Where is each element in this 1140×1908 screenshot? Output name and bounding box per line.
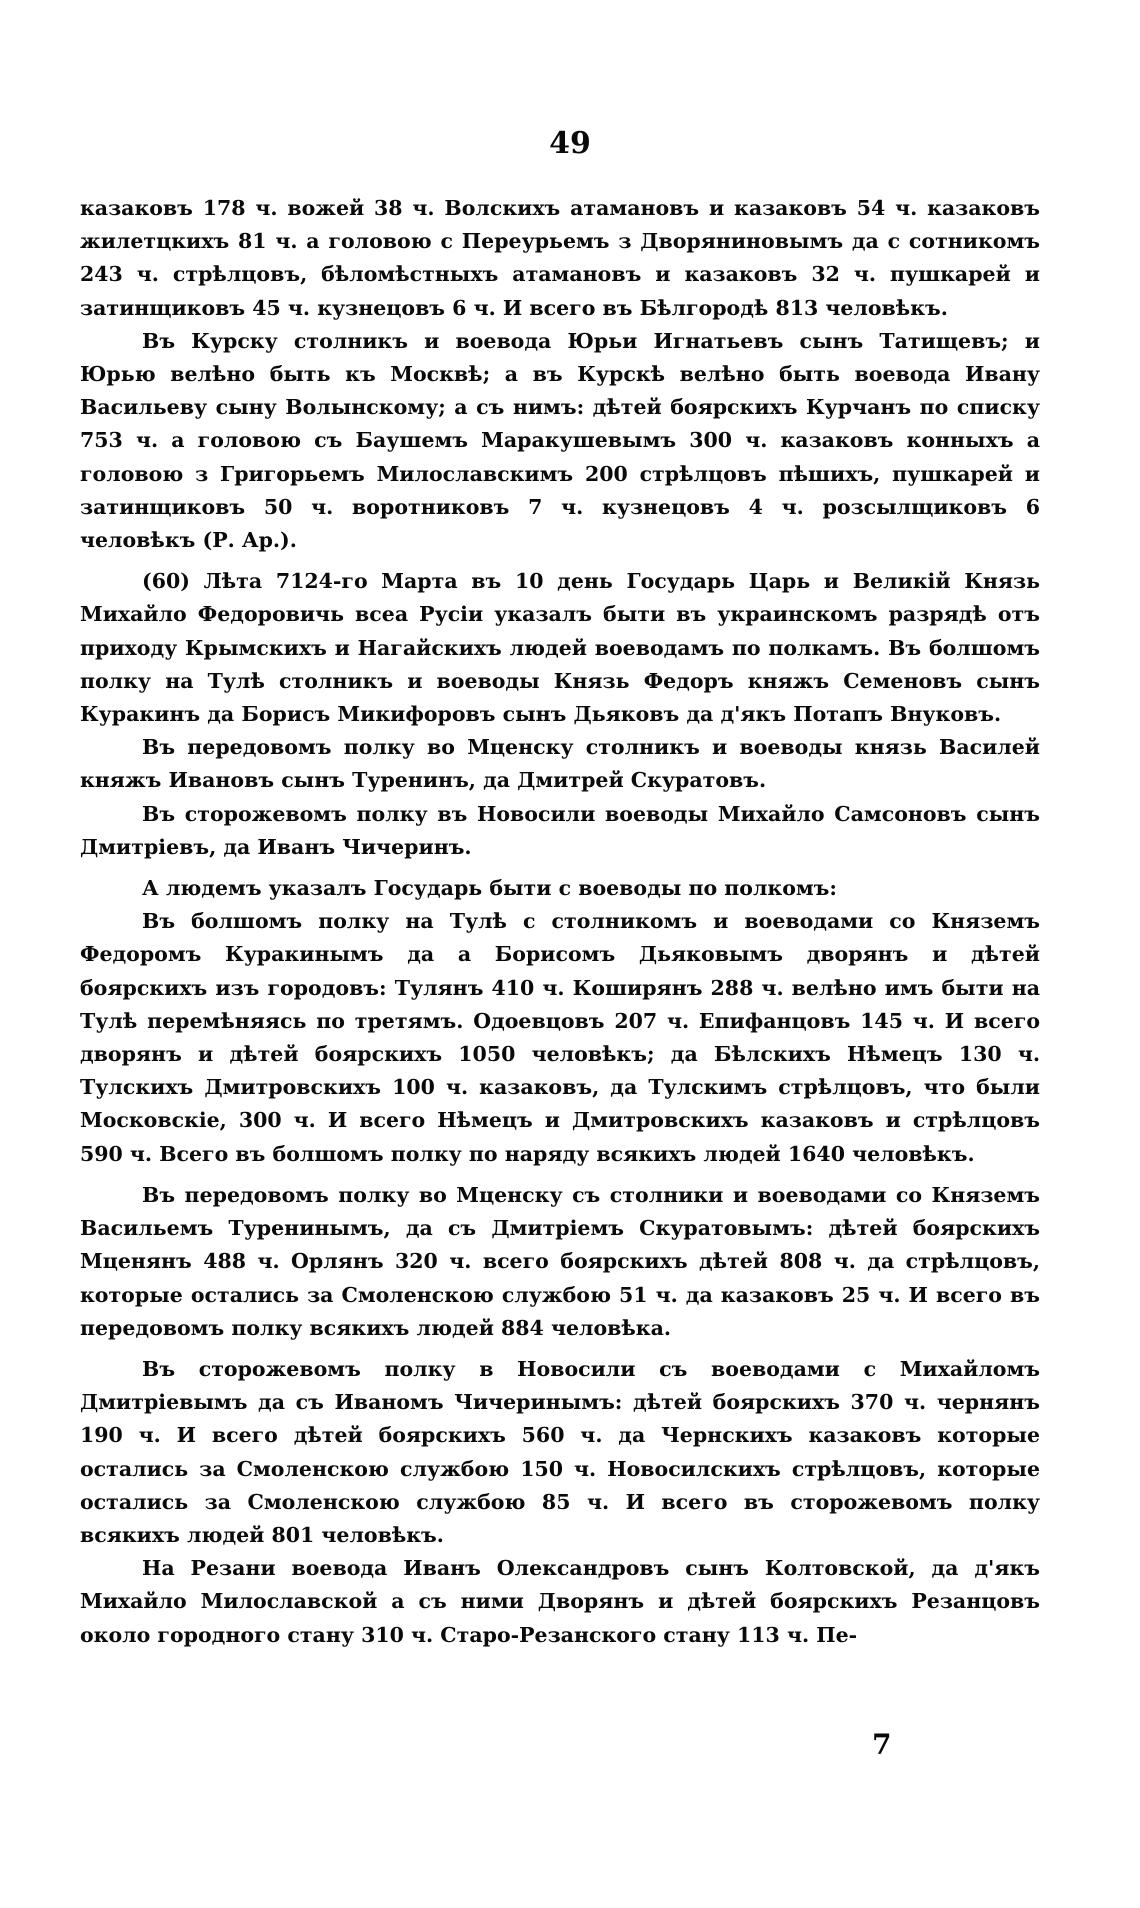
paragraph-7: Въ передовомъ полку во Мценску съ столники и воеводами со Княземъ Васильемъ Туренинымъ, да съ Дмитріемъ Скуратовымъ: дѣтей боярскихъ Мценянъ 488 ч. Орлянъ 320 ч. всего боярскихъ дѣтей 808 ч. да стрѣлцовъ, которые остались за Смоленскою службою 51 ч. да казаковъ 25 ч. И всего въ передовомъ полку всякихъ людей 884 человѣка.: [80, 1182, 1040, 1340]
signature-mark: 7: [872, 1728, 892, 1761]
paragraph-9: На Резани воевода Иванъ Олександровъ сынъ Колтовской, да д'якъ Михайло Милославской а съ ними Дворянъ и дѣтей боярскихъ Резанцовъ около городного стану 310 ч. Старо-Резанского стану 113 ч. Пе-: [80, 1556, 1040, 1647]
paragraph-6: Въ болшомъ полку на Тулѣ с столникомъ и воеводами со Княземъ Федоромъ Куракинымъ да а Борисомъ Дьяковымъ дворянъ и дѣтей боярскихъ изъ городовъ: Тулянъ 410 ч. Коширянъ 288 ч. велѣно имъ быти на Тулѣ перемѣняясь по третямъ. Одоевцовъ 207 ч. Епифанцовъ 145 ч. И всего дворянъ и дѣтей боярскихъ 1050 человѣкъ; да Бѣлскихъ Нѣмецъ 130 ч. Тулскихъ Дмитровскихъ 100 ч. казаковъ, да Тулскимъ стрѣлцовъ, что были Московскіе, 300 ч. И всего Нѣмецъ и Дмитровскихъ казаковъ и стрѣлцовъ 590 ч. Всего въ болшомъ полку по наряду всякихъ людей 1640 человѣкъ.: [80, 909, 1040, 1166]
paragraph-8: Въ сторожевомъ полку в Новосили съ воеводами с Михайломъ Дмитріевымъ да съ Иваномъ Чичеринымъ: дѣтей боярскихъ 370 ч. чернянъ 190 ч. И всего дѣтей боярскихъ 560 ч. да Чернскихъ казаковъ которые остались за Смоленскою службою 150 ч. Новосилскихъ стрѣлцовъ, которые остались за Смоленскою службою 85 ч. И всего въ сторожевомъ полку всякихъ людей 801 человѣкъ.: [80, 1356, 1040, 1547]
paragraph-5: А людемъ указалъ Государь быти с воеводы по полкомъ:: [142, 876, 837, 901]
page-number: 49: [549, 126, 591, 161]
paragraph-4: Въ сторожевомъ полку въ Новосили воеводы Михайло Самсоновъ сынъ Дмитріевъ, да Иванъ Чичеринъ.: [80, 801, 1040, 859]
paragraph-3: Въ передовомъ полку во Мценску столникъ и воеводы князь Василей княжъ Ивановъ сынъ Туренинъ, да Дмитрей Скуратовъ.: [80, 735, 1040, 793]
main-text: [80, 192, 1040, 1652]
paragraph-0: казаковъ 178 ч. вожей 38 ч. Волскихъ атамановъ и казаковъ 54 ч. казаковъ жилетцкихъ 81 ч. а головою с Переурьемъ з Дворяниновымъ да с сотникомъ 243 ч. стрѣлцовъ, бѣломѣстныхъ атамановъ и казаковъ 32 ч. пушкарей и затинщиковъ 45 ч. кузнецовъ 6 ч. И всего въ Бѣлгородѣ 813 человѣкъ.: [80, 196, 1040, 320]
paragraph-1: Въ Курску столникъ и воевода Юрьи Игнатьевъ сынъ Татищевъ; и Юрью велѣно быть къ Москвѣ; а въ Курскѣ велѣно быть воевода Ивану Васильеву сыну Волынскому; а съ нимъ: дѣтей боярскихъ Курчанъ по списку 753 ч. а головою съ Баушемъ Маракушевымъ 300 ч. казаковъ конныхъ а головою з Григорьемъ Милославскимъ 200 стрѣлцовъ пѣшихъ, пушкарей и затинщиковъ 50 ч. воротниковъ 7 ч. кузнецовъ 4 ч. розсылщиковъ 6 человѣкъ (Р. Ар.).: [80, 328, 1040, 553]
paragraph-2: (60) Лѣта 7124-го Марта въ 10 день Государь Царь и Великій Князь Михайло Федоровичь всеа Русіи указалъ быти въ украинскомъ разрядѣ отъ приходу Крымскихъ и Нагайскихъ людей воеводамъ по полкамъ. Въ болшомъ полку на Тулѣ столникъ и воеводы Князь Федоръ княжъ Семеновъ сынъ Куракинъ да Борисъ Микифоровъ сынъ Дьяковъ да д'якъ Потапъ Внуковъ.: [80, 569, 1040, 727]
